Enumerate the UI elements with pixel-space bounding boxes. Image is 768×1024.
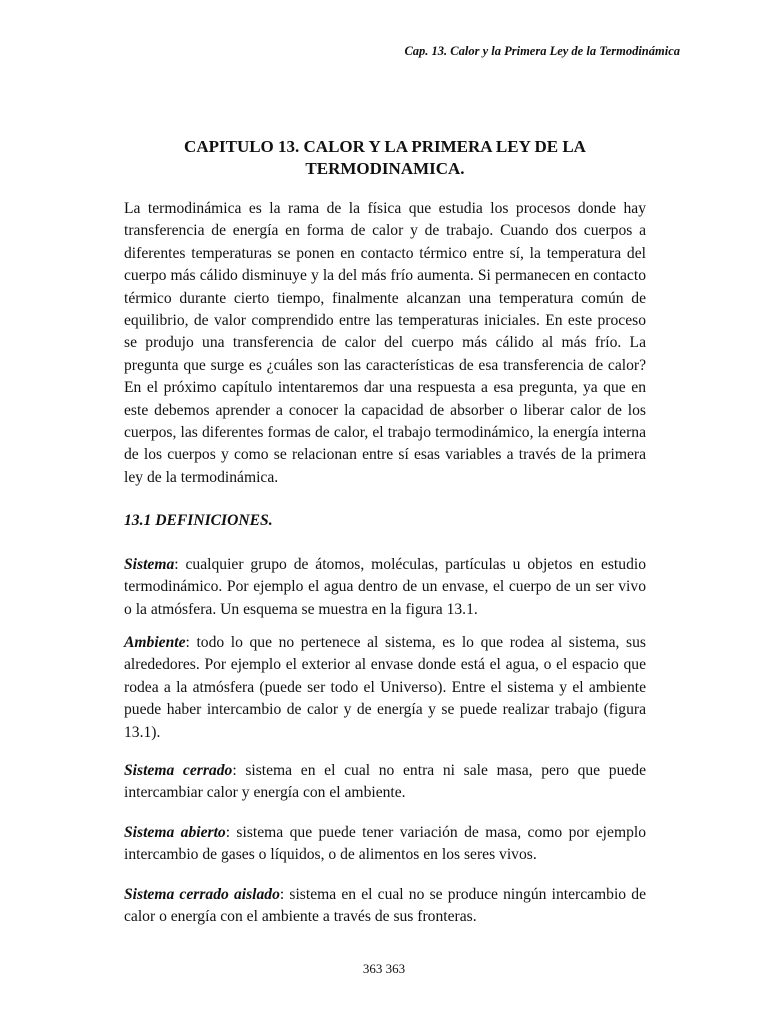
definition-term: Sistema abierto bbox=[124, 824, 226, 841]
page-number: 363 363 bbox=[362, 961, 406, 976]
definition-sistema-cerrado bbox=[124, 760, 646, 805]
definition-term: Sistema cerrado aislado bbox=[124, 886, 280, 903]
chapter-title-line-2: TERMODINAMICA. bbox=[305, 159, 465, 178]
running-header: Cap. 13. Calor y la Primera Ley de la Termodinámica bbox=[404, 44, 680, 58]
chapter-title-line-1: CAPITULO 13. CALOR Y LA PRIMERA LEY DE LA bbox=[184, 137, 586, 156]
intro-paragraph: La termodinámica es la rama de la física que estudia los procesos donde hay transferencia de energía en forma de calor y de trabajo. Cuando dos cuerpos a diferentes temperaturas se ponen en contacto térmico entre sí, la temperatura del cuerpo más cálido disminuye y la del más frío aumenta. Si permanecen en contacto térmico durante cierto tiempo, finalmente alcanzan una temperatura común de equilibrio, de valor comprendido entre las temperaturas iniciales. En este proceso se produjo una transferencia de calor del cuerpo más cálido al más frío. La pregunta que surge es ¿cuáles son las características de esa transferencia de calor? En el próximo capítulo intentaremos dar una respuesta a esa pregunta, ya que en este debemos aprender a conocer la capacidad de absorber o liberar calor de los cuerpos, las diferentes formas de calor, el trabajo termodinámico, la energía interna de los cuerpos y como se relacionan entre sí esas variables a través de la primera ley de la termodinámica. bbox=[124, 200, 646, 486]
definition-term: Ambiente bbox=[124, 634, 186, 651]
definition-term: Sistema bbox=[124, 556, 175, 573]
definition-term: Sistema cerrado bbox=[124, 762, 233, 779]
definition-text: : cualquier grupo de átomos, moléculas, partículas u objetos en estudio termodinámico. Por ejemplo el agua dentro de un envase, el cuerpo de un ser vivo o la atmósfera. Un esquema se muestra en la figura 13.1. bbox=[124, 556, 646, 618]
definition-text: : sistema que puede tener variación de masa, como por ejemplo intercambio de gases o líquidos, o de alimentos en los seres vivos. bbox=[124, 824, 646, 864]
definition-sistema-abierto bbox=[124, 822, 646, 867]
definition-text: : sistema en el cual no entra ni sale masa, pero que puede intercambiar calor y energía con el ambiente. bbox=[124, 762, 647, 802]
definition-text: : todo lo que no pertenece al sistema, es lo que rodea al sistema, sus alrededores. Por ejemplo el exterior al envase donde está el agua, o el espacio que rodea a la atmósfera (puede ser todo el Universo). Entre el sistema y el ambiente puede haber intercambio de calor y de energía y se puede realizar trabajo (figura 13.1). bbox=[124, 634, 646, 741]
definition-ambiente bbox=[124, 632, 646, 744]
definition-sistema bbox=[124, 554, 646, 621]
section-heading: 13.1 DEFINICIONES. bbox=[124, 512, 273, 529]
definition-text: : sistema en el cual no se produce ningún intercambio de calor o energía con el ambiente a través de sus fronteras. bbox=[124, 886, 646, 926]
chapter-title bbox=[124, 136, 646, 180]
definition-sistema-cerrado-aislado bbox=[124, 884, 646, 929]
